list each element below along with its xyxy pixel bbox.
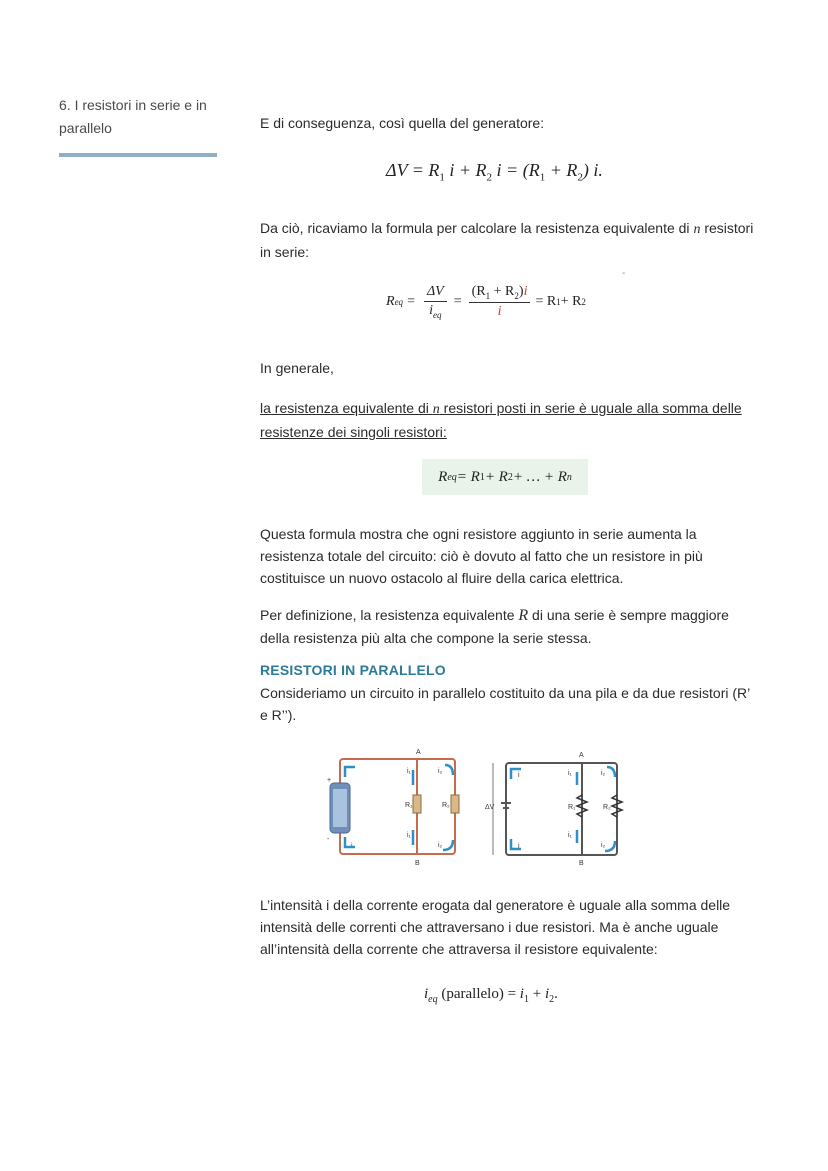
section-rule <box>59 153 217 157</box>
label-i-top-schema: i <box>518 772 520 779</box>
label-a-photo: A <box>416 749 421 756</box>
label-r2-schema: R₂ <box>603 804 611 811</box>
label-r1-schema: R₁ <box>568 804 576 811</box>
sidebar <box>59 94 219 157</box>
label-i2-top-schema: i₂ <box>601 770 606 777</box>
label-i2-bottom-photo: i₂ <box>438 842 443 849</box>
paragraph-in-generale: In generale, <box>260 360 334 376</box>
formula-series-voltage: $\Delta V = R_1$ $i + R_2$ $i = (R_1 + R_2)$ i. <box>386 160 603 184</box>
label-r2-photo: R₂ <box>442 802 450 809</box>
label-dv: ΔV <box>485 804 495 811</box>
label-i2-top-photo: i₂ <box>438 768 443 775</box>
fraction-cancelled: $\frac{(R_1 + R_2)i}{i}$ <box>469 284 531 320</box>
paragraph-derivation: Da ciò, ricaviamo la formula per calcolare la resistenza equivalente di n resistori in serie: <box>260 220 754 260</box>
formula-parallel-current: $i_{eq}$ (parallelo) = $i_1 + i_2$. <box>424 986 558 1005</box>
formula-req-sum-box: R eq = R 1 + R 2 + … + R n <box>422 459 588 495</box>
paragraph-series-explanation: Questa formula mostra che ogni resistore aggiunto in serie aumenta la resistenza totale del circuito: ciò è dovuto al fatto che un resistore in più costituisce un nuovo ostacolo al fluire della carica elettrica. <box>260 526 703 586</box>
stray-dash: - <box>622 268 626 279</box>
label-i1-top-schema: i₁ <box>568 770 572 777</box>
battery-plus-photo: + <box>327 777 332 784</box>
label-i1-top-photo: i₁ <box>407 768 411 775</box>
parallel-circuit-illustration <box>315 745 630 870</box>
intro-paragraph <box>260 113 760 135</box>
label-i1-bottom-photo: i₁ <box>407 832 411 839</box>
formula-req-fraction: R eq = $\frac{\Delta V}{i_{eq}}$ = $\frac{(R_1 + R_2)i}{i}$ = R 1 + R 2 <box>386 284 586 320</box>
section-title: 6. I resistori in serie e in parallelo <box>59 97 207 136</box>
circuit-schematic <box>485 752 622 867</box>
label-a-schema: A <box>579 752 584 759</box>
label-i-photo: i <box>351 843 353 850</box>
heading-resistori-parallelo: RESISTORI IN PARALLELO <box>260 662 446 678</box>
battery-minus-photo: - <box>327 836 330 843</box>
label-i1-bottom-schema: i₁ <box>568 832 572 839</box>
paragraph-definition: Per definizione, la resistenza equivalente R di una serie è sempre maggiore della resistenza più alta che compone la serie stessa. <box>260 607 729 646</box>
label-r1-photo: R₁ <box>405 802 413 809</box>
circuit-photo <box>327 749 459 867</box>
intro-text: E di conseguenza, così quella del generatore: <box>260 115 545 131</box>
label-i-bottom-schema: i <box>518 843 520 850</box>
paragraph-current-sum: L’intensità i della corrente erogata dal generatore è uguale alla somma delle intensità delle correnti che attraversano i due resistori. Ma è anche uguale all’intensità della corrente che attraversa il resistore equivalente: <box>260 897 731 957</box>
label-b-schema: B <box>579 860 584 867</box>
fraction-dv-over-i: $\frac{\Delta V}{i_{eq}}$ <box>424 284 447 320</box>
label-i2-bottom-schema: i₂ <box>601 842 606 849</box>
paragraph-rule-statement: la resistenza equivalente di n resistori posti in serie è uguale alla somma delle resistenze dei singoli resistori: <box>260 400 742 440</box>
label-b-photo: B <box>415 860 420 867</box>
paragraph-parallel-intro: Consideriamo un circuito in parallelo costituito da una pila e da due resistori (R’ e R’’). <box>260 685 750 723</box>
